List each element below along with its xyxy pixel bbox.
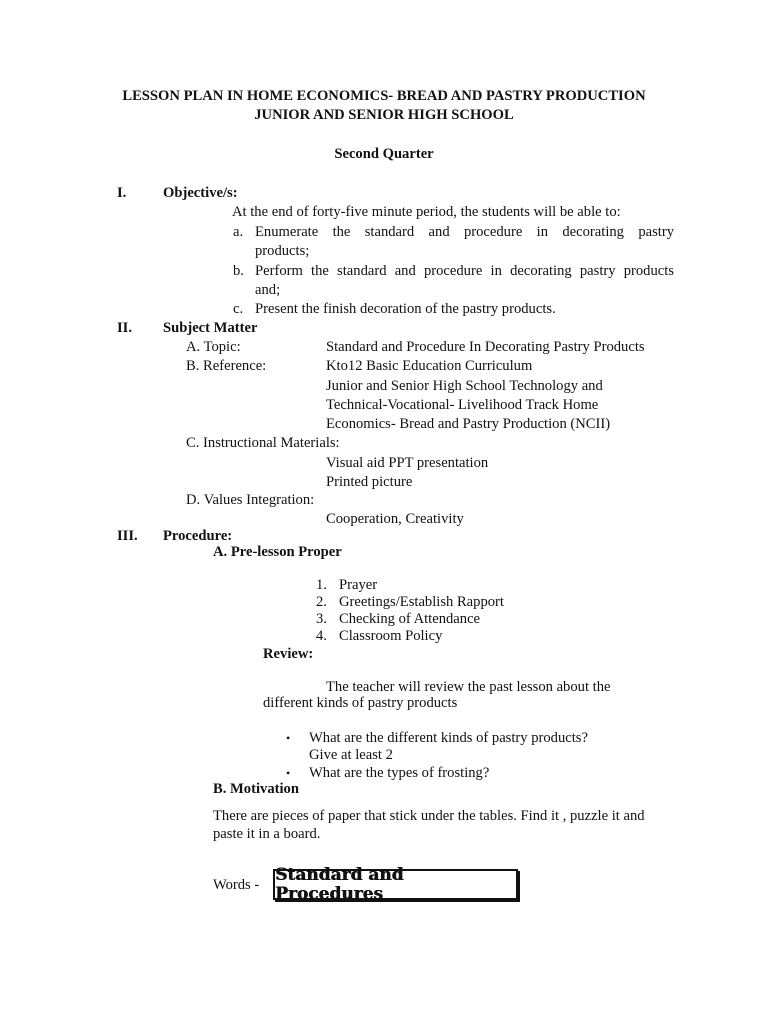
step-number: 3. bbox=[316, 611, 327, 627]
document-title: LESSON PLAN IN HOME ECONOMICS- BREAD AND PASTRY PRODUCTION bbox=[122, 88, 646, 104]
review-question-cont: Give at least 2 bbox=[309, 747, 393, 763]
step-number: 4. bbox=[316, 628, 327, 644]
review-heading: Review: bbox=[263, 646, 314, 662]
materials-line: Visual aid PPT presentation bbox=[326, 455, 489, 471]
bullet-marker: • bbox=[286, 766, 291, 780]
reference-label: B. Reference: bbox=[186, 358, 267, 374]
step-text: Greetings/Establish Rapport bbox=[339, 594, 504, 610]
objective-letter: c. bbox=[233, 301, 244, 317]
review-question: What are the types of frosting? bbox=[309, 765, 490, 781]
objective-letter: b. bbox=[233, 263, 244, 279]
topic-value: Standard and Procedure In Decorating Pastry Products bbox=[326, 339, 645, 355]
objective-text: Enumerate the standard and procedure in decorating pastry bbox=[255, 224, 674, 240]
step-text: Prayer bbox=[339, 577, 378, 593]
motivation-text-cont: paste it in a board. bbox=[213, 826, 321, 842]
section-heading-subject: Subject Matter bbox=[163, 320, 258, 336]
reference-line: Technical-Vocational- Livelihood Track Home bbox=[326, 397, 599, 413]
reference-line: Junior and Senior High School Technology and bbox=[326, 378, 603, 394]
objective-text-cont: products; bbox=[255, 243, 310, 259]
objective-text-cont: and; bbox=[255, 282, 281, 298]
words-box bbox=[273, 864, 518, 904]
reference-line: Economics- Bread and Pastry Production (NCII) bbox=[326, 416, 611, 432]
pre-lesson-heading: A. Pre-lesson Proper bbox=[213, 544, 342, 560]
section-heading-procedure: Procedure: bbox=[163, 528, 233, 544]
words-box-text: Standard and Procedures bbox=[275, 864, 404, 904]
section-numeral-subject: II. bbox=[117, 320, 133, 336]
objectives-intro: At the end of forty-five minute period, the students will be able to: bbox=[232, 204, 621, 220]
motivation-text: There are pieces of paper that stick under the tables. Find it , puzzle it and bbox=[213, 808, 645, 824]
review-text: The teacher will review the past lesson about the bbox=[326, 679, 611, 695]
values-value: Cooperation, Creativity bbox=[326, 511, 464, 527]
step-number: 2. bbox=[316, 594, 327, 610]
step-number: 1. bbox=[316, 577, 327, 593]
section-heading-objectives: Objective/s: bbox=[163, 185, 238, 201]
objective-text: Present the finish decoration of the pastry products. bbox=[255, 301, 556, 317]
section-numeral-objectives: I. bbox=[117, 185, 127, 201]
review-text-cont: different kinds of pastry products bbox=[263, 695, 458, 711]
document-subtitle: JUNIOR AND SENIOR HIGH SCHOOL bbox=[254, 107, 514, 123]
words-label: Words - bbox=[213, 877, 260, 893]
reference-line: Kto12 Basic Education Curriculum bbox=[326, 358, 533, 374]
bullet-marker: • bbox=[286, 731, 291, 745]
step-text: Checking of Attendance bbox=[339, 611, 481, 627]
motivation-heading: B. Motivation bbox=[213, 781, 299, 797]
materials-line: Printed picture bbox=[326, 474, 413, 490]
topic-label: A. Topic: bbox=[186, 339, 241, 355]
objective-letter: a. bbox=[233, 224, 244, 240]
section-numeral-procedure: III. bbox=[117, 528, 138, 544]
review-question: What are the different kinds of pastry products? bbox=[309, 730, 588, 746]
quarter-label: Second Quarter bbox=[334, 146, 434, 162]
values-label: D. Values Integration: bbox=[186, 492, 315, 508]
step-text: Classroom Policy bbox=[339, 628, 443, 644]
objective-text: Perform the standard and procedure in decorating pastry products bbox=[255, 263, 674, 279]
materials-label: C. Instructional Materials: bbox=[186, 435, 340, 451]
